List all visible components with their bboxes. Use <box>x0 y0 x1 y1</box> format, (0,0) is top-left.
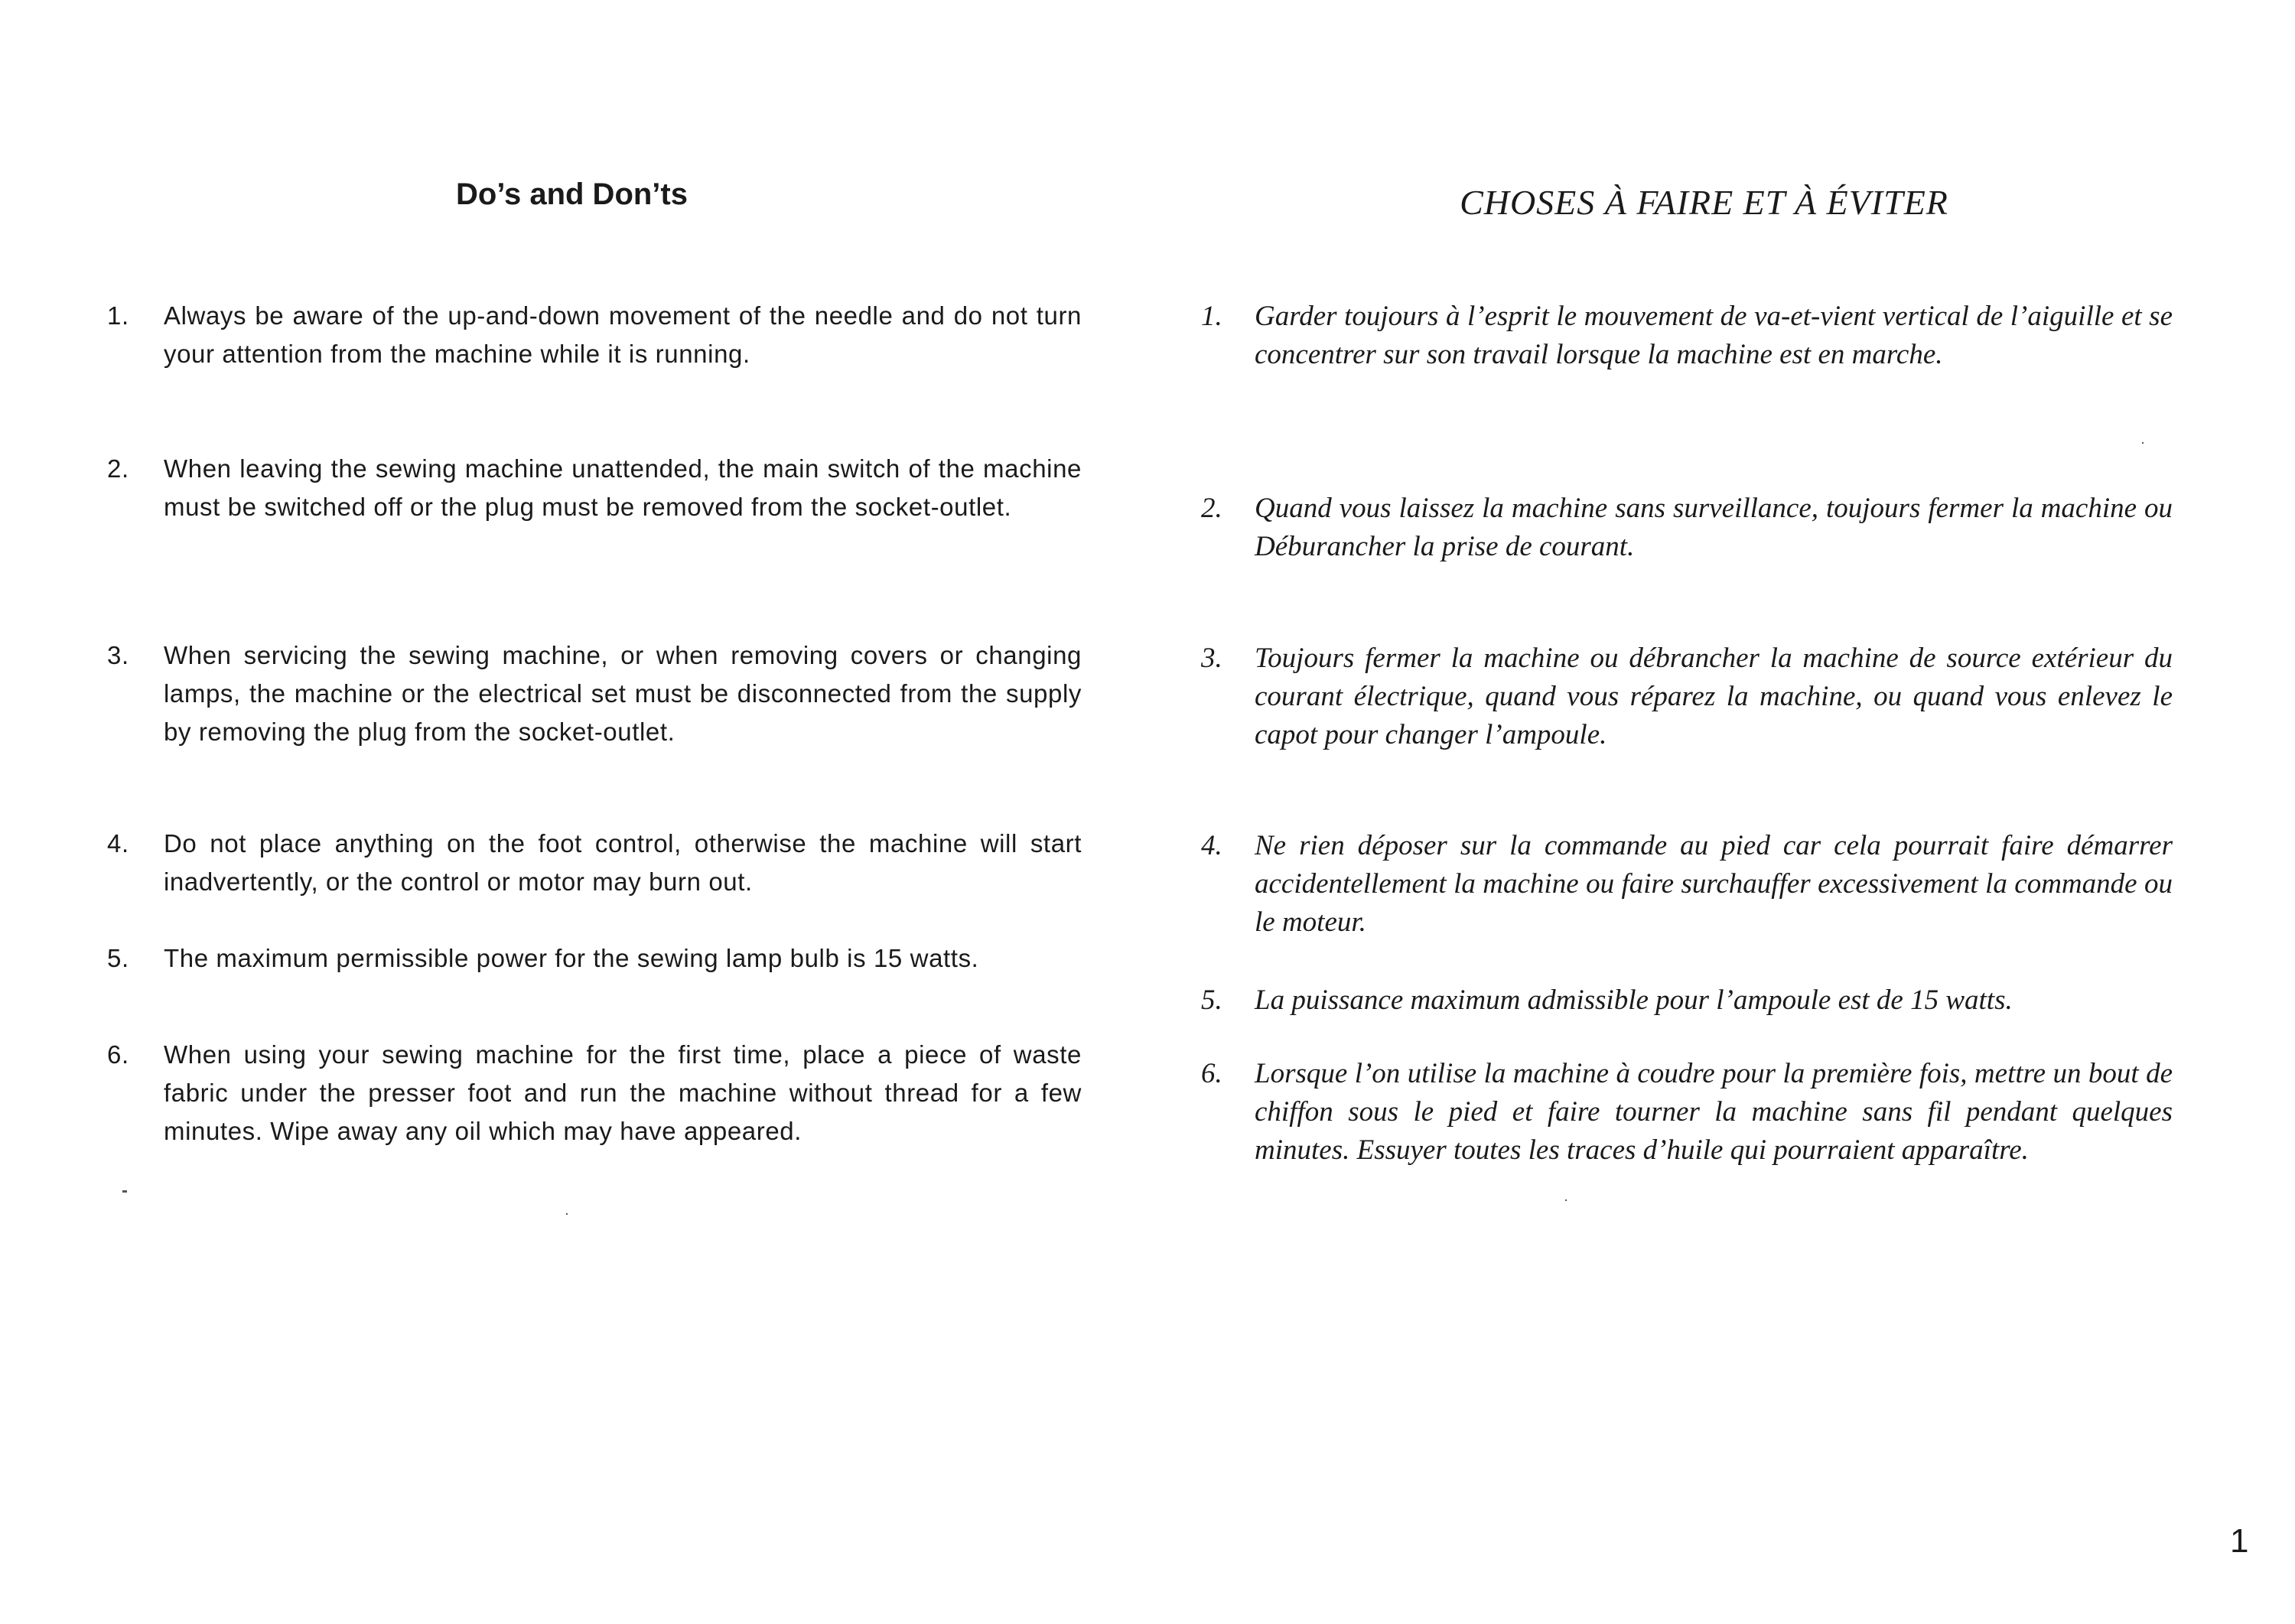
scan-speck <box>122 1190 127 1193</box>
item-number: 6. <box>107 1040 129 1069</box>
item-text: Garder toujours à l’esprit le mouvement de va-et-vient vertical de l’aiguille et se concentrer sur son travail lorsque la machine est en marche. <box>1255 301 2173 370</box>
item-text: When leaving the sewing machine unattended, the main switch of the machine must be switched off or the plug must be removed from the socket-outlet. <box>164 454 1082 521</box>
item-number: 4. <box>107 829 129 858</box>
item-number: 4. <box>1201 830 1222 861</box>
page-number: 1 <box>2230 1522 2249 1560</box>
item-text: Quand vous laissez la machine sans surveillance, toujours fermer la machine ou Déburancher la prise de courant. <box>1255 493 2173 562</box>
scan-speck <box>1565 1199 1567 1201</box>
item-number: 3. <box>1201 643 1222 674</box>
item-number: 2. <box>1201 493 1222 524</box>
english-heading: Do’s and Don’ts <box>456 177 688 211</box>
item-text: When using your sewing machine for the first time, place a piece of waste fabric under the presser foot and run the machine without thread for a few minutes. Wipe away any oil which may have appeared. <box>164 1040 1082 1145</box>
item-number: 1. <box>107 301 129 330</box>
item-number: 5. <box>1201 984 1222 1016</box>
item-number: 2. <box>107 454 129 483</box>
item-text: La puissance maximum admissible pour l’ampoule est de 15 watts. <box>1255 984 2013 1016</box>
item-text: Do not place anything on the foot control, otherwise the machine will start inadvertently, or the control or motor may burn out. <box>164 829 1082 896</box>
item-text: Always be aware of the up-and-down movement of the needle and do not turn your attention from the machine while it is running. <box>164 301 1082 368</box>
item-number: 1. <box>1201 301 1222 332</box>
item-number: 5. <box>107 944 129 972</box>
scan-speck <box>566 1213 568 1215</box>
item-text: The maximum permissible power for the sewing lamp bulb is 15 watts. <box>164 944 979 972</box>
item-text: Lorsque l’on utilise la machine à coudre pour la première fois, mettre un bout de chiffon sous le pied et faire tourner la machine sans fil pendant quelques minutes. Essuyer toutes les traces d’huile qui pourraient apparaître. <box>1255 1058 2173 1166</box>
item-text: Toujours fermer la machine ou débrancher la machine de source extérieur du courant électrique, quand vous réparez la machine, ou quand vous enlevez le capot pour changer l’ampoule. <box>1255 643 2173 750</box>
scan-speck <box>2142 442 2144 444</box>
item-text: When servicing the sewing machine, or when removing covers or changing lamps, the machine or the electrical set must be disconnected from the supply by removing the plug from the socket-outlet. <box>164 641 1082 746</box>
french-heading: CHOSES À FAIRE ET À ÉVITER <box>1460 183 1948 222</box>
item-number: 6. <box>1201 1058 1222 1089</box>
item-text: Ne rien déposer sur la commande au pied car cela pourrait faire démarrer accidentellement la machine ou faire surchauffer excessivement la commande ou le moteur. <box>1255 830 2173 938</box>
item-number: 3. <box>107 641 129 669</box>
